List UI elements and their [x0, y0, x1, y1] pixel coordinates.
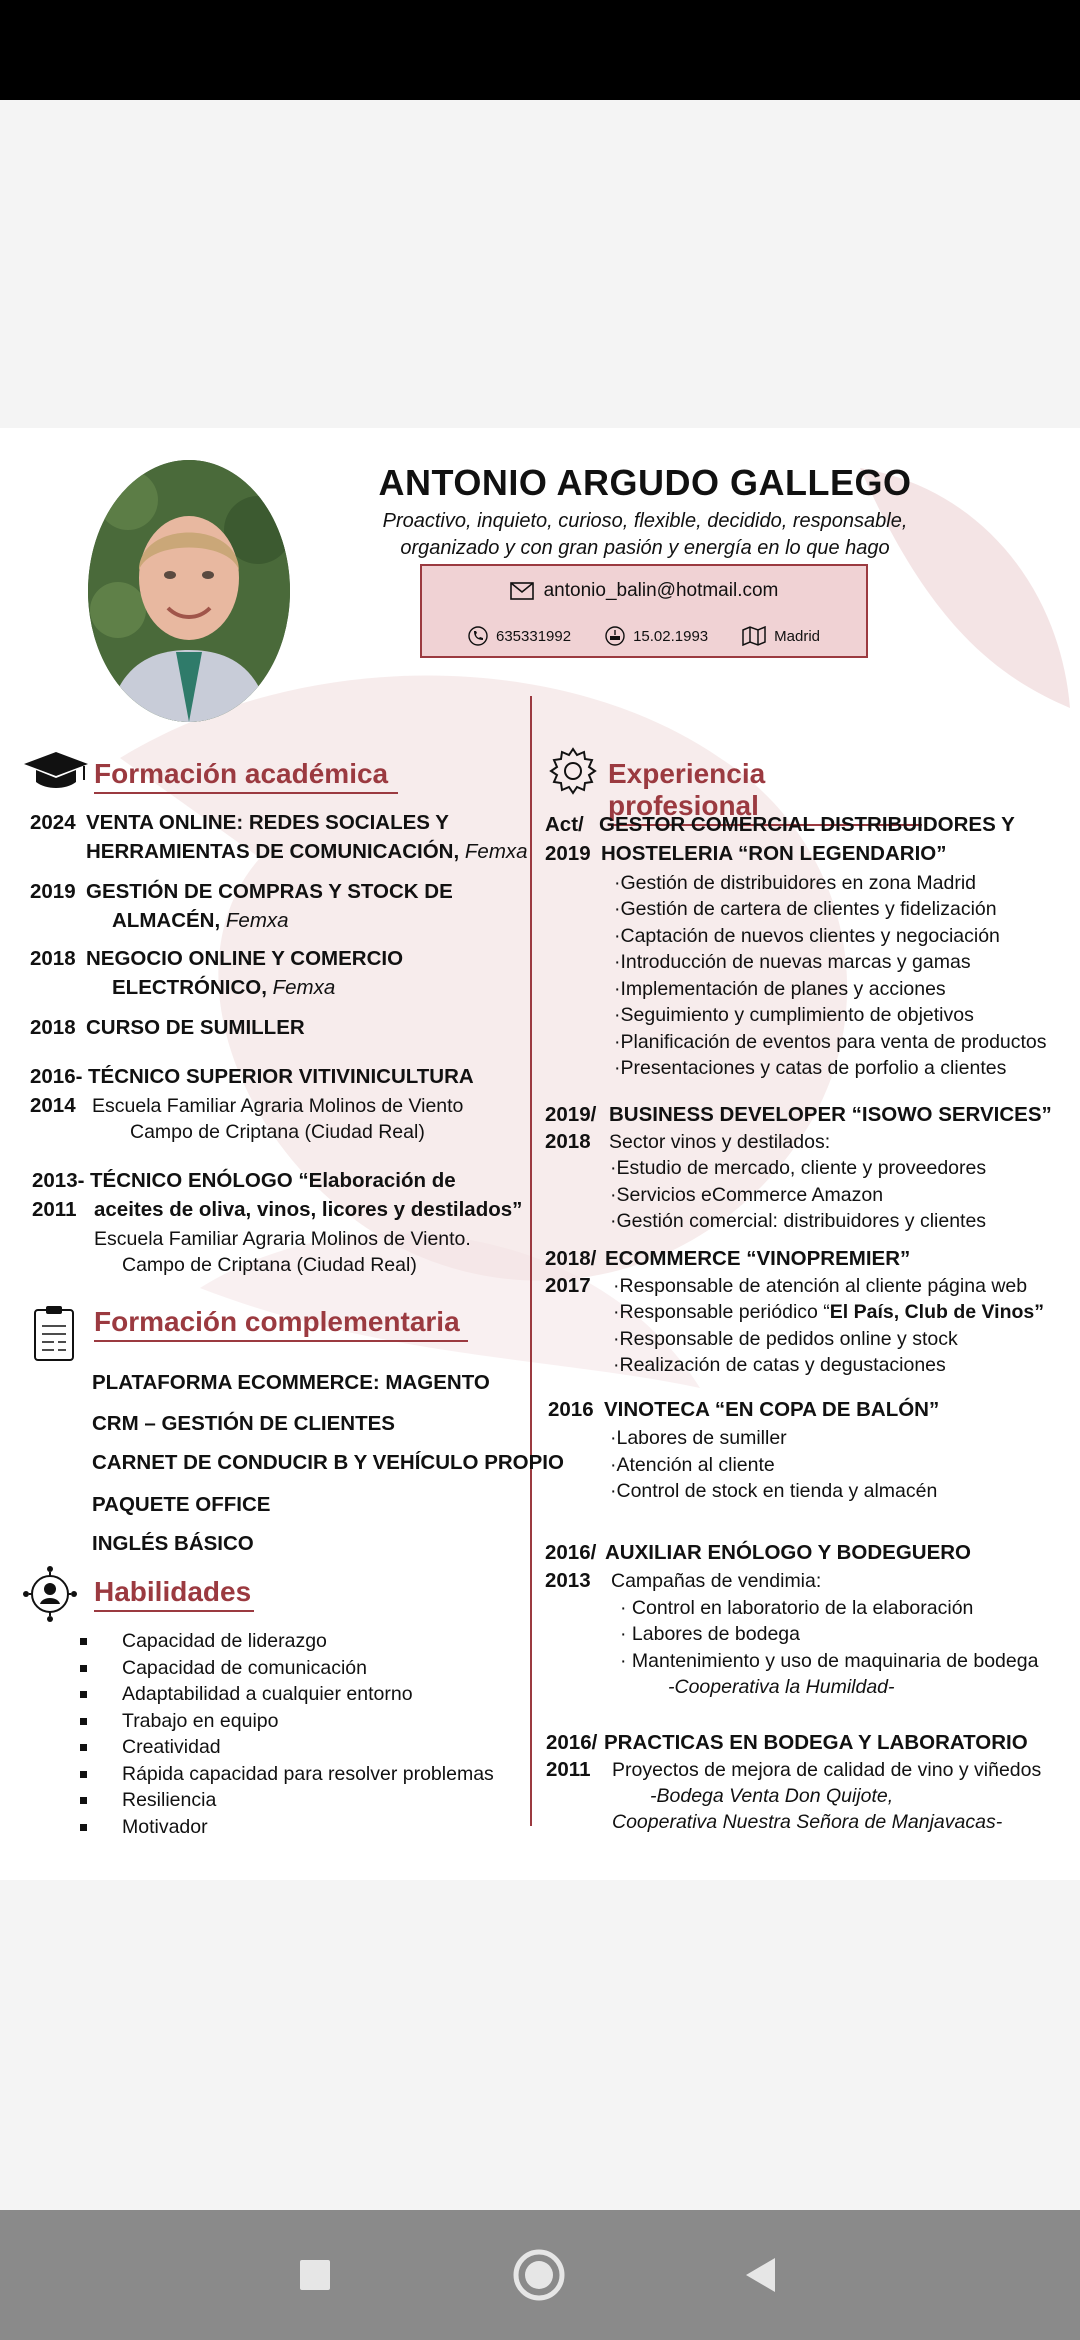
year-start: 2016-: [30, 1065, 83, 1088]
formacion-entry-5-l1: [30, 1064, 474, 1090]
candidate-name: ANTONIO ARGUDO GALLEGO: [378, 462, 912, 503]
job-2-task: ·Servicios eCommerce Amazon: [610, 1184, 884, 1206]
job-4-task: ·Atención al cliente: [610, 1454, 775, 1476]
job-1-task: ·Gestión de distribuidores en zona Madrid: [614, 872, 977, 894]
year-start: 2018/: [545, 1247, 597, 1270]
skill-item: Motivador: [78, 1814, 494, 1841]
job-4-task: ·Labores de sumiller: [610, 1427, 787, 1449]
job-task: ·Responsable de atención al cliente página web: [613, 1275, 1028, 1297]
course-title: HERRAMIENTAS DE COMUNICACIÓN,: [86, 840, 460, 863]
skill-item: Creatividad: [78, 1734, 494, 1761]
year: 2019: [30, 880, 76, 903]
formacion-entry-1-l2: [86, 839, 528, 865]
job-3-task: ·Realización de catas y degustaciones: [613, 1354, 946, 1376]
circle-icon: [511, 2247, 567, 2303]
job-2-task: ·Gestión comercial: distribuidores y clientes: [610, 1210, 987, 1232]
task-text-bold: El País, Club de Vinos”: [829, 1301, 1044, 1323]
formacion-entry-6-l1: [32, 1168, 456, 1194]
job-2-line-1: [545, 1102, 1052, 1128]
skill-item: Trabajo en equipo: [78, 1708, 494, 1735]
job-title: PRACTICAS EN BODEGA Y LABORATORIO: [604, 1731, 1028, 1754]
year-end: 2019: [545, 842, 591, 865]
status-bar: [0, 0, 1080, 100]
year: 2018: [30, 947, 76, 970]
formacion-entry-5-l3: Campo de Criptana (Ciudad Real): [130, 1121, 425, 1143]
course-title: aceites de oliva, vinos, licores y destilados”: [94, 1198, 523, 1221]
formacion-entry-2-l1: [30, 879, 453, 905]
back-button[interactable]: [726, 2240, 796, 2310]
formacion-entry-5-l2: [30, 1093, 463, 1119]
year-end: 2017: [545, 1274, 591, 1297]
course-title: CURSO DE SUMILLER: [86, 1016, 305, 1039]
job-3-task: [613, 1299, 1044, 1325]
contact-details-row: [422, 626, 866, 646]
contact-box: [420, 564, 868, 658]
formacion-entry-6-l4: Campo de Criptana (Ciudad Real): [122, 1254, 417, 1276]
job-2-line-2: [545, 1129, 830, 1155]
job-6-line-1: [546, 1730, 1028, 1756]
formacion-entry-1-l1: [30, 810, 449, 836]
cake-icon: [605, 626, 625, 646]
course-title: NEGOCIO ONLINE Y COMERCIO: [86, 947, 404, 970]
job-1-task: ·Planificación de eventos para venta de productos: [614, 1031, 1047, 1053]
tagline-line-1: Proactivo, inquieto, curioso, flexible, decidido, responsable,: [382, 510, 908, 532]
job-subtitle: Sector vinos y destilados:: [609, 1131, 831, 1153]
complementaria-item: PLATAFORMA ECOMMERCE: MAGENTO: [92, 1371, 490, 1394]
job-5-task: · Control en laboratorio de la elaboración: [620, 1597, 974, 1619]
city-text: Madrid: [774, 627, 821, 645]
job-1-task: ·Seguimiento y cumplimiento de objetivos: [614, 1004, 974, 1026]
person-network-icon: [22, 1564, 78, 1624]
formacion-entry-2-l2: [112, 908, 289, 934]
year-start: 2019/: [545, 1103, 597, 1126]
job-1-task: ·Implementación de planes y acciones: [614, 978, 946, 1000]
course-title: VENTA ONLINE: REDES SOCIALES Y: [86, 811, 449, 834]
job-4-task: ·Control de stock en tienda y almacén: [610, 1480, 938, 1502]
home-button[interactable]: [504, 2240, 574, 2310]
year: 2018: [30, 1016, 76, 1039]
complementaria-item: CRM – GESTIÓN DE CLIENTES: [92, 1412, 395, 1435]
job-1-task: ·Introducción de nuevas marcas y gamas: [614, 951, 971, 973]
triangle-back-icon: [741, 2255, 781, 2295]
job-5-line-1: [545, 1540, 971, 1566]
job-title: GESTOR COMERCIAL DISTRIBUIDORES Y: [599, 813, 1015, 836]
formacion-entry-4: [30, 1015, 305, 1041]
job-subtitle: Proyectos de mejora de calidad de vino y viñedos: [612, 1759, 1042, 1781]
skill-item: Capacidad de comunicación: [78, 1655, 494, 1682]
job-4-line-1: [548, 1397, 939, 1423]
year-start: Act/: [545, 813, 584, 836]
year-end: 2011: [32, 1198, 77, 1221]
job-title: ECOMMERCE “VINOPREMIER”: [605, 1247, 911, 1270]
job-title: VINOTECA “EN COPA DE BALÓN”: [604, 1398, 940, 1421]
skill-item: Rápida capacidad para resolver problemas: [78, 1761, 494, 1788]
birthdate-text: 15.02.1993: [633, 627, 709, 645]
column-divider: [530, 696, 532, 1826]
complementaria-item: CARNET DE CONDUCIR B Y VEHÍCULO PROPIO: [92, 1451, 564, 1474]
year: 2016: [548, 1398, 594, 1421]
job-2-task: ·Estudio de mercado, cliente y proveedores: [610, 1157, 987, 1179]
job-5-task: · Mantenimiento y uso de maquinaria de bodega: [620, 1650, 1039, 1672]
year-start: 2013-: [32, 1169, 85, 1192]
job-1-task: ·Gestión de cartera de clientes y fidelización: [614, 898, 997, 920]
tagline-line-2: organizado y con gran pasión y energía en lo que hago: [400, 537, 890, 559]
year-start: 2016/: [546, 1731, 598, 1754]
profile-photo: [88, 460, 290, 722]
year-end: 2014: [30, 1094, 76, 1117]
skill-item: Capacidad de liderazgo: [78, 1628, 494, 1655]
job-1-line-2: [545, 841, 946, 867]
job-6-place: Cooperativa Nuestra Señora de Manjavacas-: [612, 1811, 1003, 1833]
section-title-formacion: Formación académica: [94, 758, 398, 794]
mail-icon: [510, 582, 534, 600]
job-subtitle: Campañas de vendimia:: [611, 1570, 822, 1592]
job-5-place: -Cooperativa la Humildad-: [668, 1676, 895, 1698]
phone-text: 635331992: [495, 627, 572, 645]
recents-button[interactable]: [280, 2240, 350, 2310]
formacion-entry-3-l1: [30, 946, 403, 972]
complementaria-item: INGLÉS BÁSICO: [92, 1532, 254, 1555]
section-title-habilidades: Habilidades: [94, 1576, 254, 1612]
section-title-complementaria: Formación complementaria: [94, 1306, 468, 1342]
job-1-task: ·Presentaciones y catas de porfolio a clientes: [614, 1057, 1007, 1079]
job-title: AUXILIAR ENÓLOGO Y BODEGUERO: [605, 1541, 972, 1564]
course-title: TÉCNICO ENÓLOGO “Elaboración de: [90, 1169, 456, 1192]
skill-item: Resiliencia: [78, 1787, 494, 1814]
job-1-line-1: [545, 812, 1015, 838]
section-title-experiencia: Experiencia profesional: [608, 758, 922, 826]
course-title: GESTIÓN DE COMPRAS Y STOCK DE: [86, 880, 453, 903]
year-start: 2016/: [545, 1541, 597, 1564]
phone-icon: [468, 626, 488, 646]
tagline: [340, 508, 950, 562]
formacion-entry-6-l3: Escuela Familiar Agraria Molinos de Viento.: [94, 1228, 471, 1250]
map-icon: [742, 626, 766, 646]
cv-document: [0, 428, 1080, 1880]
task-text: ·Responsable periódico “: [613, 1301, 830, 1323]
graduation-cap-icon: [22, 750, 90, 794]
job-title: BUSINESS DEVELOPER “ISOWO SERVICES”: [609, 1103, 1052, 1126]
course-title: TÉCNICO SUPERIOR VITIVINICULTURA: [88, 1065, 474, 1088]
course-title: ALMACÉN,: [112, 909, 221, 932]
job-3-line-1: [545, 1246, 910, 1272]
formacion-entry-6-l2: [32, 1197, 522, 1223]
skills-list: [78, 1628, 494, 1840]
course-title: ELECTRÓNICO,: [112, 976, 267, 999]
clipboard-icon: [32, 1304, 76, 1362]
year-end: 2011: [546, 1758, 591, 1781]
job-6-line-2: [546, 1757, 1041, 1783]
institution: Femxa: [272, 976, 336, 999]
job-5-line-2: [545, 1568, 821, 1594]
square-icon: [298, 2258, 332, 2292]
year: 2024: [30, 811, 76, 834]
institution: Femxa: [464, 840, 528, 863]
institution: Femxa: [225, 909, 289, 932]
skill-item: Adaptabilidad a cualquier entorno: [78, 1681, 494, 1708]
job-5-task: · Labores de bodega: [620, 1623, 800, 1645]
job-3-line-2: [545, 1273, 1027, 1299]
year-end: 2013: [545, 1569, 591, 1592]
complementaria-item: PAQUETE OFFICE: [92, 1493, 271, 1516]
formacion-entry-3-l2: [112, 975, 335, 1001]
school: Escuela Familiar Agraria Molinos de Viento: [92, 1095, 464, 1117]
job-1-task: ·Captación de nuevos clientes y negociación: [614, 925, 1000, 947]
email-text[interactable]: antonio_balin@hotmail.com: [543, 580, 779, 601]
contact-email-row: [422, 580, 866, 602]
job-title: HOSTELERIA “RON LEGENDARIO”: [601, 842, 947, 865]
job-6-place: -Bodega Venta Don Quijote,: [650, 1785, 894, 1807]
gear-icon: [548, 746, 598, 796]
job-3-task: ·Responsable de pedidos online y stock: [613, 1328, 958, 1350]
year-end: 2018: [545, 1130, 591, 1153]
